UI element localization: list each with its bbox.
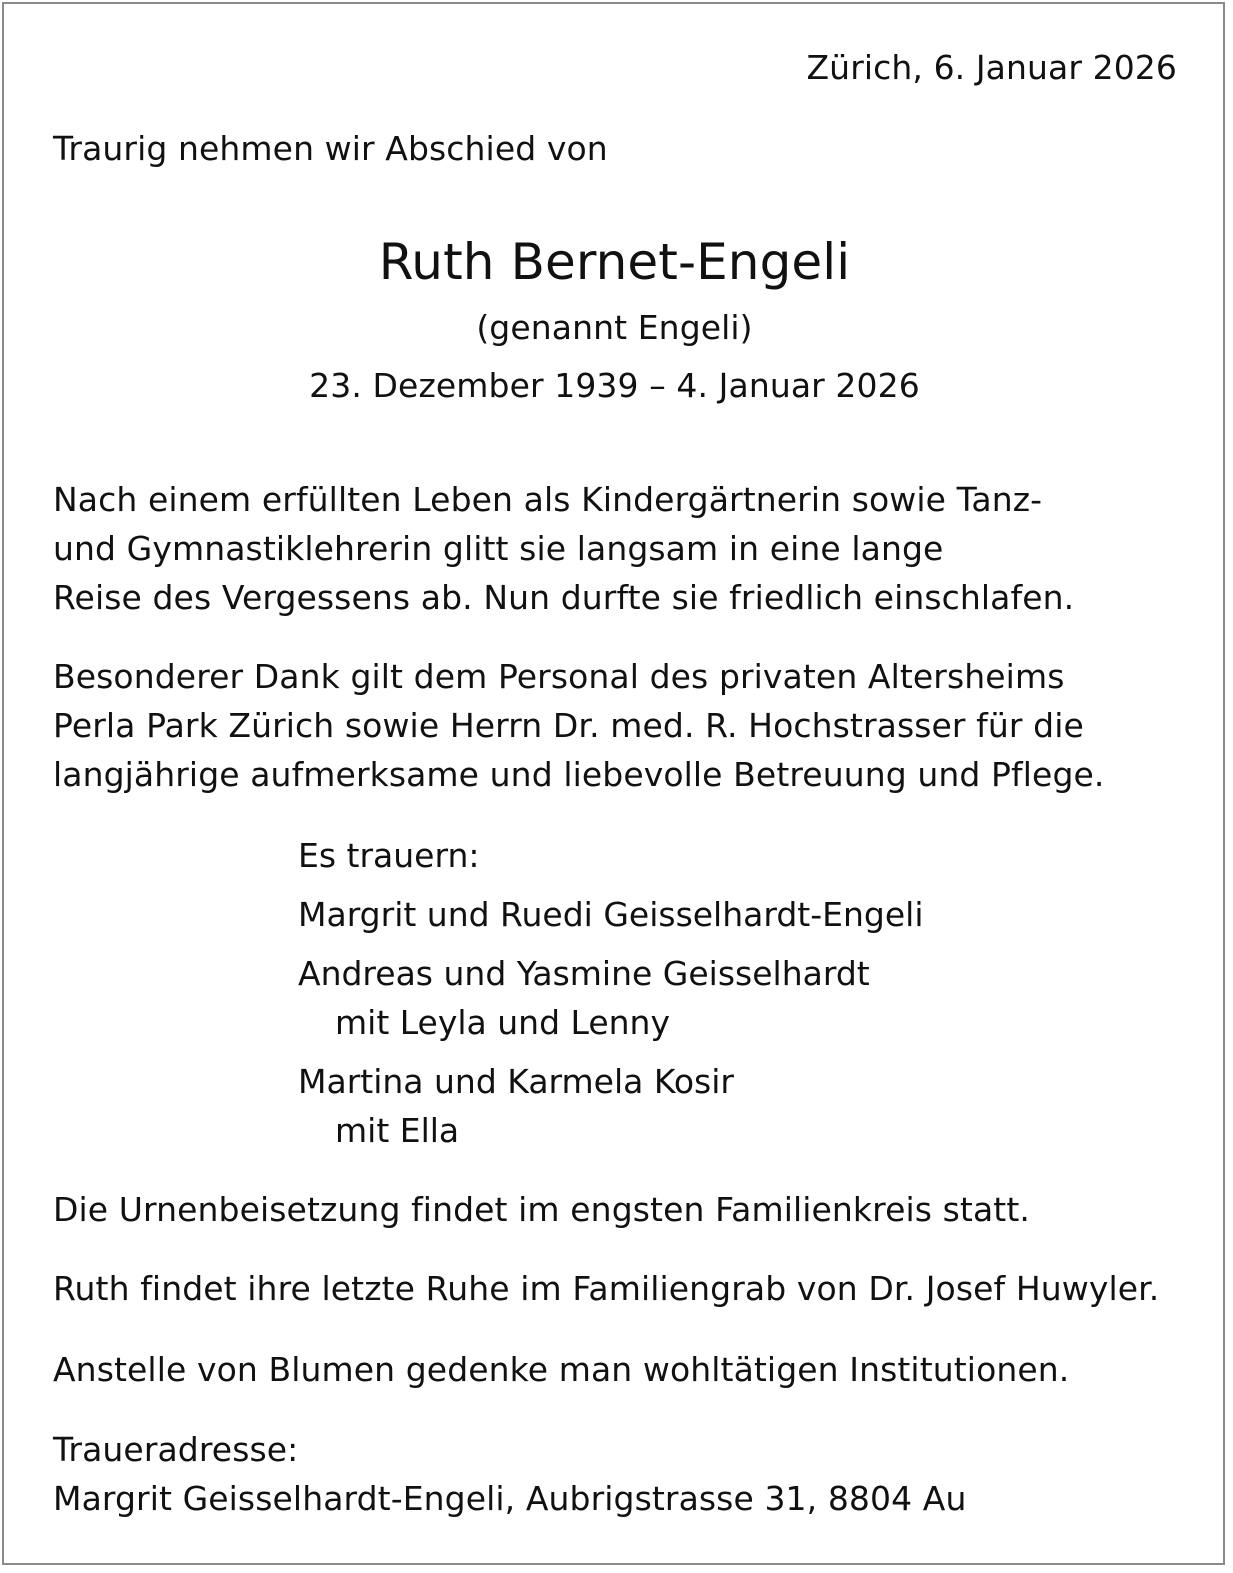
thanks-paragraph-line: Perla Park Zürich sowie Herrn Dr. med. R. Hochstrasser für die bbox=[53, 706, 1084, 745]
intro-line: Traurig nehmen wir Abschied von bbox=[53, 129, 608, 168]
flowers-note: Anstelle von Blumen gedenke man wohltätigen Institutionen. bbox=[53, 1350, 1070, 1389]
thanks-paragraph bbox=[53, 652, 1193, 799]
place-date: Zürich, 6. Januar 2026 bbox=[806, 48, 1177, 87]
mourners-label: Es trauern: bbox=[298, 836, 480, 875]
address-label: Traueradresse: bbox=[53, 1430, 299, 1469]
life-paragraph-line: Nach einem erfüllten Leben als Kindergärtnerin sowie Tanz- bbox=[53, 480, 1043, 519]
life-paragraph-line: Reise des Vergessens ab. Nun durfte sie friedlich einschlafen. bbox=[53, 578, 1075, 617]
mourner-entry: Andreas und Yasmine Geisselhardt bbox=[298, 954, 870, 993]
life-dates: 23. Dezember 1939 – 4. Januar 2026 bbox=[309, 366, 920, 405]
urn-burial-note: Die Urnenbeisetzung findet im engsten Familienkreis statt. bbox=[53, 1190, 1030, 1229]
nickname: (genannt Engeli) bbox=[476, 308, 753, 347]
mourning-address: Margrit Geisselhardt-Engeli, Aubrigstrasse 31, 8804 Au bbox=[53, 1479, 967, 1518]
mourner-entry: mit Ella bbox=[335, 1111, 460, 1150]
mourners-list bbox=[298, 831, 924, 1155]
life-paragraph bbox=[53, 475, 1193, 622]
deceased-name: Ruth Bernet-Engeli bbox=[378, 233, 851, 291]
resting-place-note: Ruth findet ihre letzte Ruhe im Familiengrab von Dr. Josef Huwyler. bbox=[53, 1269, 1160, 1308]
thanks-paragraph-line: Besonderer Dank gilt dem Personal des privaten Altersheims bbox=[53, 657, 1065, 696]
thanks-paragraph-line: langjährige aufmerksame und liebevolle Betreuung und Pflege. bbox=[53, 755, 1105, 794]
life-paragraph-line: und Gymnastiklehrerin glitt sie langsam in eine lange bbox=[53, 529, 944, 568]
mourner-entry: mit Leyla und Lenny bbox=[335, 1003, 670, 1042]
mourner-entry: Margrit und Ruedi Geisselhardt-Engeli bbox=[298, 895, 924, 934]
mourner-entry: Martina und Karmela Kosir bbox=[298, 1062, 734, 1101]
